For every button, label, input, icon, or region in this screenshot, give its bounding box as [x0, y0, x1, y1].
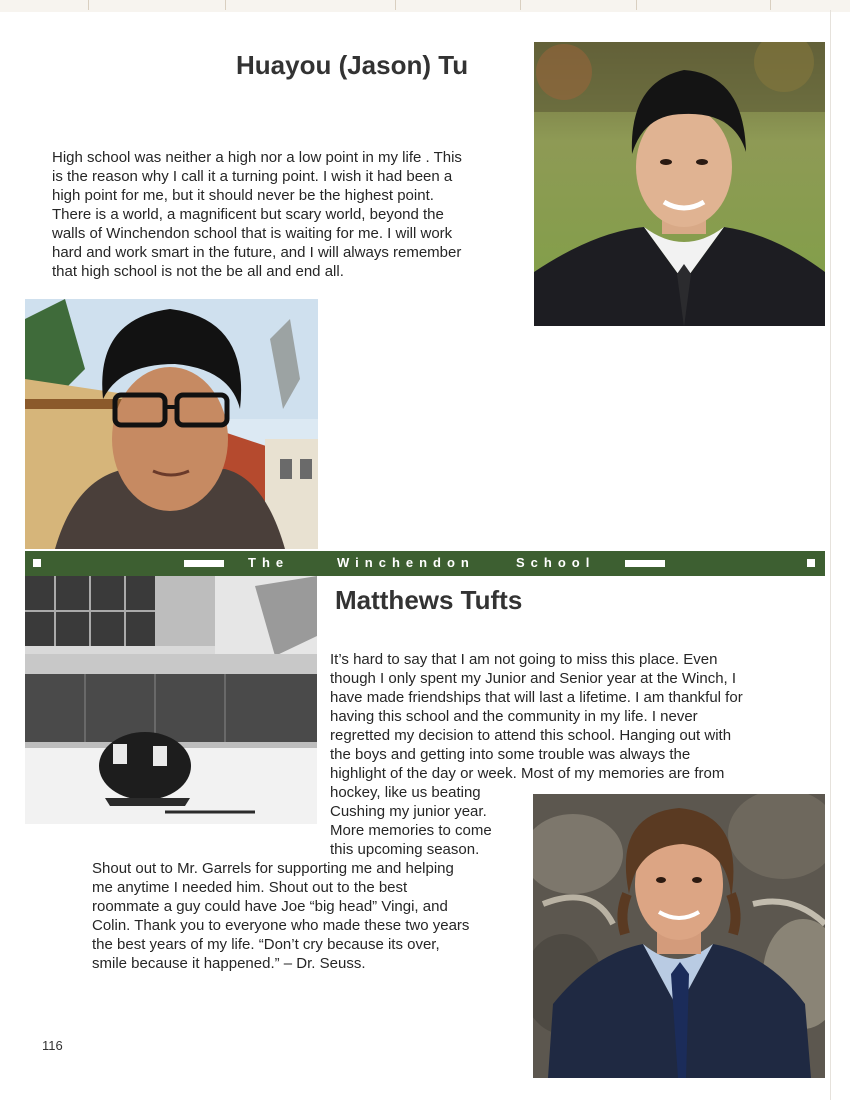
school-banner — [25, 551, 825, 576]
text-line: have made friendships that will last a lifetime. I am thankful for — [330, 689, 743, 706]
text-line: smile because it happened.” – Dr. Seuss. — [92, 955, 366, 972]
banner-square-left — [33, 559, 41, 567]
text-line: is the reason why I call it a turning point. I wish it had been a — [52, 168, 453, 185]
text-line: It’s hard to say that I am not going to miss this place. Even — [330, 651, 718, 668]
text-line: More memories to come — [330, 822, 492, 839]
text-line: highlight of the day or week. Most of my memories are from — [330, 765, 725, 782]
top-scan-edge — [0, 0, 850, 12]
student1-selfie-photo — [25, 299, 318, 549]
text-line: though I only spent my Junior and Senior year at the Winch, I — [330, 670, 737, 687]
text-line: having this school and the community in my life. I never — [330, 708, 698, 725]
text-line: hockey, like us beating — [330, 784, 481, 801]
hockey-team-photo — [25, 576, 317, 824]
text-line: High school was neither a high nor a low point in my life . This — [52, 149, 462, 166]
student2-paragraph-continued — [92, 859, 532, 973]
text-line: roommate a guy could have Joe “big head” Vingi, and — [92, 898, 448, 915]
page-edge — [830, 10, 831, 1100]
text-line: There is a world, a magnificent but scary world, beyond the — [52, 206, 444, 223]
text-line: Cushing my junior year. — [330, 803, 487, 820]
text-line: the boys and getting into some trouble was always the — [330, 746, 691, 763]
text-line: this upcoming season. — [330, 841, 480, 858]
student1-paragraph — [52, 148, 522, 281]
banner-word-winchendon: Winchendon — [337, 555, 475, 570]
text-line: regretted my decision to attend this school. Hanging out with — [330, 727, 732, 744]
text-line: me anytime I needed him. Shout out to the best — [92, 879, 408, 896]
text-line: Shout out to Mr. Garrels for supporting me and helping — [92, 860, 454, 877]
banner-bar-right — [625, 560, 665, 567]
banner-word-school: School — [516, 555, 596, 570]
text-line: that high school is not the be all and end all. — [52, 263, 344, 280]
student2-name: Matthews Tufts — [335, 585, 523, 615]
student1-name: Huayou (Jason) Tu — [236, 50, 469, 80]
banner-word-the: The — [248, 555, 290, 570]
text-line: walls of Winchendon school that is waiting for me. I will work — [52, 225, 453, 242]
student1-portrait-photo — [534, 42, 825, 326]
banner-square-right — [807, 559, 815, 567]
text-line: hard and work smart in the future, and I will always remember — [52, 244, 462, 261]
text-line: the best years of my life. “Don’t cry because its over, — [92, 936, 440, 953]
text-line: Colin. Thank you to everyone who made these two years — [92, 917, 470, 934]
text-line: high point for me, but it should never be the highest point. — [52, 187, 434, 204]
page-number: 116 — [42, 1038, 63, 1053]
banner-bar-left — [184, 560, 224, 567]
student2-portrait-photo — [533, 794, 825, 1078]
